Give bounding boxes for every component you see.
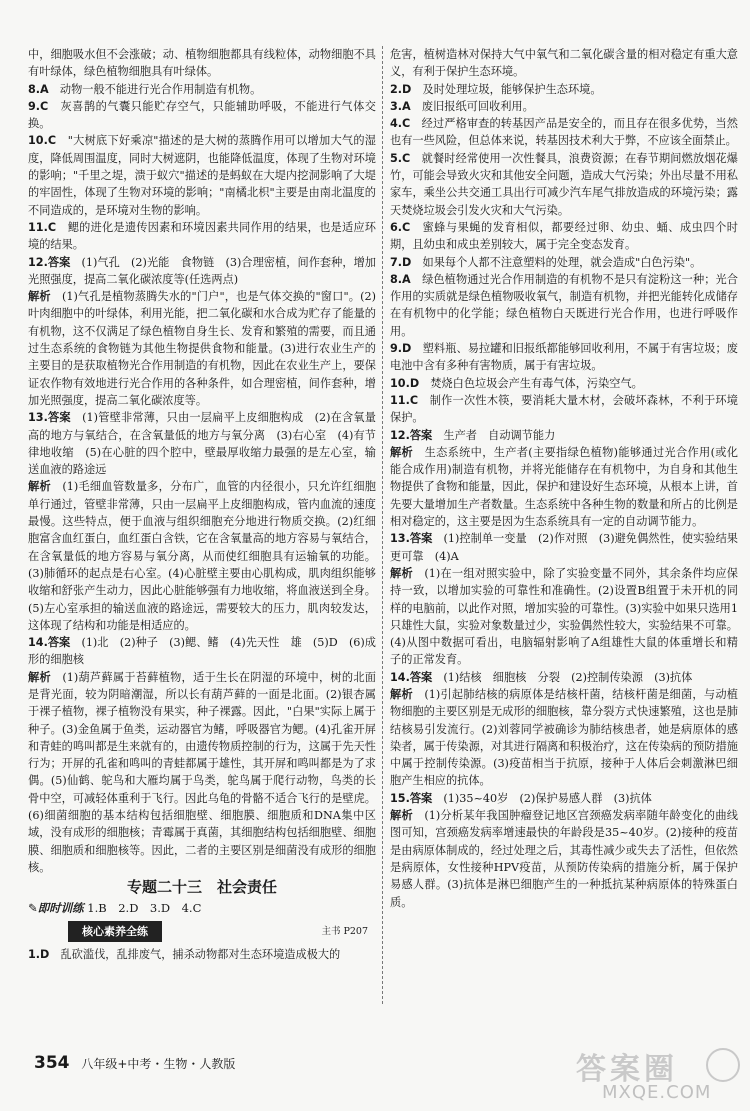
answer-paragraph: 解析 (1)分析某年我国肿瘤登记地区宫颈癌发病率随年龄变化的曲线图可知，宫颈癌发病率增速最快的年龄段是35~40岁。(2)接种的疫苗是由病原体制成的，经过处理之后，其毒性减少或失去了活性，但依然是病原体，女性接种HPV疫苗，从预防传染病的措施分析，属于保护易感人群。(3)抗体是淋巴细胞产生的一种抵抗某种病原体的特殊蛋白质。 <box>390 809 738 909</box>
item-label: 9.C <box>28 99 49 113</box>
item-label: 4.C <box>390 117 411 131</box>
watermark-text: 答案圈 <box>576 1052 678 1087</box>
answer-paragraph: 解析 (1)气孔是植物蒸腾失水的"门户"，也是气体交换的"窗口"。(2)叶肉细胞中的叶绿体，利用光能，把二氧化碳和水合成为贮存了能量的有机物，这不仅满足了绿色植物自身生长、发育和繁殖的需要，而且通过生态系统的食物链为其他生物提供食物和能量。(3)进行农业生产的主要目的是获取植物光合作用制造的有机物，因此在农业生产上，要保证农作物有效地进行光合作用的各种条件，如合理密植，间作套种，增加光照强度，提高二氧化碳浓度等。 <box>28 290 376 407</box>
item-label: 解析 <box>390 445 414 459</box>
item-label: 14.答案 <box>28 636 71 650</box>
answer-paragraph: 13.答案 (1)控制单一变量 (2)作对照 (3)避免偶然性，使实验结果更可靠 (4)A <box>390 532 738 563</box>
answer-paragraph: 7.D 如果每个人都不注意塑料的处理，就会造成"白色污染"。 <box>390 255 702 269</box>
right-column <box>390 46 738 911</box>
item-label: 9.D <box>390 342 412 356</box>
answer-paragraph: 解析 (1)葫芦藓属于苔藓植物，适于生长在阴湿的环境中，树的北面是背光面，较为阴暗潮湿，所以长有葫芦藓的一面是北面。(2)银杏属于裸子植物，裸子植物没有果实，种子裸露。因此，"白果"实际上属于种子。(3)金鱼属于鱼类，运动器官为鳍，呼吸器官为鳃。(4)孔雀开屏和青蛙的鸣叫都是生来就有的，由遗传物质控制的行为，这属于先天性行为；开屏的孔雀和鸣叫的青蛙都属于雄性，其开屏和鸣叫都是为了求偶。(5)仙鹤、鸵鸟和大雁均属于鸟类，鸵鸟属于爬行动物，鸟类的长骨中空，可减轻体重利于飞行。因此乌龟的骨骼不适合飞行的是壁虎。(6)细菌细胞的基本结构包括细胞壁、细胞膜、细胞质和DNA集中区域，没有成形的细胞核；青霉属于真菌，其细胞结构包括细胞壁、细胞膜、细胞质和细胞核等。因此，二者的主要区别是细菌没有成形的细胞核。 <box>28 670 376 874</box>
item-label: 15.答案 <box>390 791 433 805</box>
item-label: 3.A <box>390 99 411 113</box>
item-label: 解析 <box>390 566 413 580</box>
answer-paragraph: 3.A 废旧报纸可回收利用。 <box>390 99 534 113</box>
item-label: 解析 <box>390 809 413 823</box>
answer-paragraph: 4.C 经过严格审查的转基因产品是安全的，而且存在很多优势，当然也有一些风险，但总体来说，转基因技术利大于弊，不应该全面禁止。 <box>390 117 738 148</box>
page-number: 354 <box>34 1053 70 1073</box>
answer-paragraph: 11.C 鳃的进化是遗传因素和环境因素共同作用的结果，也是适应环境的结果。 <box>28 220 376 252</box>
watermark-url: MXQE.COM <box>602 1082 712 1103</box>
answer-paragraph: 解析 生态系统中，生产者(主要指绿色植物)能够通过光合作用(或化能合成作用)制造有机物，并将光能储存在有机物中，为自身和其他生物提供了食物和能量，因此，保护和建设好生态环境，从根本上讲，首先要大量增加生产者数量。生态系统中各种生物的数量和所占的比例是相对稳定的，这主要是因为生态系统具有一定的自动调节能力。 <box>390 445 738 529</box>
answer-paragraph: 14.答案 (1)结核 细胞核 分裂 (2)控制传染源 (3)抗体 <box>390 670 693 684</box>
answer-paragraph: 10.C "大树底下好乘凉"描述的是大树的蒸腾作用可以增加大气的湿度，降低周围温度，同时大树遮阴，也能降低温度，体现了生物对环境的影响；"千里之堤，溃于蚁穴"描述的是蚂蚁在大堤内挖洞影响了大堤的牢固性，体现了生物对环境的影响；"南橘北枳"主要是由南北温度的不同造成的，是环境对生物的影响。 <box>28 134 376 217</box>
section-title: 专题二十三 社会责任 <box>126 878 277 897</box>
core-literacy-band <box>28 921 376 942</box>
item-label: 10.C <box>28 134 57 148</box>
answer-paragraph: 解析 (1)在一组对照实验中，除了实验变量不同外，其余条件均应保持一致，以增加实验的可靠性和准确性。(2)设置B组置于未开机的同样的电脑前，以此作对照，增加实验的可靠性。(3)实验中如果只选用1只雄性大鼠，实验对象数量过少，实验偶然性较大，实验结果不可靠。(4)从图中数据可看出，电脑辐射影响了A组雄性大鼠的体重增长和精子的正常发育。 <box>390 566 738 667</box>
answer-paragraph: 10.D 焚烧白色垃圾会产生有毒气体，污染空气。 <box>390 376 643 390</box>
answer-paragraph: 14.答案 (1)北 (2)种子 (3)鳃、鳍 (4)先天性 雄 (5)D (6)成形的细胞核 <box>28 636 376 667</box>
item-label: 14.答案 <box>390 670 433 684</box>
answer-paragraph: 解析 (1)引起肺结核的病原体是结核杆菌，结核杆菌是细菌，与动植物细胞的主要区别是无成形的细胞核，靠分裂方式快速繁殖，这也是肺结核易引发流行。(2)刘蓉同学被确诊为肺结核患者，她是病原体的感染者，属于传染源，对其进行隔离和积极治疗，这在传染病的预防措施中属于控制传染源。(3)疫苗相当于抗原，接种于人体后会刺激淋巴细胞产生相应的抗体。 <box>390 687 738 788</box>
drill-line <box>28 900 376 917</box>
answer-paragraph: 中，细胞吸水但不会涨破；动、植物细胞都具有线粒体，动物细胞不具有叶绿体，绿色植物细胞具有叶绿体。 <box>28 48 376 79</box>
item-label: 1.D <box>28 948 50 962</box>
item-label: 7.D <box>390 255 412 269</box>
item-label: 11.C <box>390 393 419 407</box>
page-body <box>28 46 738 1046</box>
pencil-icon: ✎ <box>28 900 38 915</box>
item-label: 8.A <box>390 272 411 286</box>
item-label: 解析 <box>28 480 51 494</box>
item-label: 13.答案 <box>390 532 433 546</box>
column-divider <box>382 46 383 1004</box>
answer-paragraph: 13.答案 (1)管壁非常薄，只由一层扁平上皮细胞构成 (2)在含氧量高的地方与氧结合，在含氧量低的地方与氧分离 (3)右心室 (4)有节律地收缩 (5)在心脏的四个腔中，壁最厚收缩力最强的是左心室，输送血液的路途远 <box>28 411 376 477</box>
item-label: 12.答案 <box>390 428 433 442</box>
answer-paragraph: 11.C 制作一次性木筷，要消耗大量木材，会破坏森林，不利于环境保护。 <box>390 393 738 425</box>
answer-paragraph: 6.C 蜜蜂与果蝇的发育相似，都要经过卵、幼虫、蛹、成虫四个时期，且幼虫和成虫差别较大，属于完全变态发育。 <box>390 220 738 252</box>
answer-paragraph: 12.答案 生产者 自动调节能力 <box>390 428 556 442</box>
item-label: 13.答案 <box>28 411 71 425</box>
watermark-circle-icon <box>706 1048 740 1082</box>
band-label: 核心素养全练 <box>68 921 162 942</box>
answer-paragraph: 2.D 及时处理垃圾，能够保护生态环境。 <box>390 82 602 96</box>
answer-paragraph: 9.D 塑料瓶、易拉罐和旧报纸都能够回收利用，不属于有害垃圾；废电池中含有多种有害物质，属于有害垃圾。 <box>390 342 738 373</box>
answer-paragraph: 8.A 动物一般不能进行光合作用制造有机物。 <box>28 82 262 96</box>
item-label: 2.D <box>390 82 412 96</box>
answer-paragraph: 8.A 绿色植物通过光合作用制造的有机物不是只有淀粉这一种；光合作用的实质就是绿色植物吸收氧气，制造有机物，并把光能转化成储存在有机物中的化学能；绿色植物白天既进行光合作用，也进行呼吸作用。 <box>390 272 738 338</box>
item-label: 11.C <box>28 220 57 234</box>
drill-label: 即时训练 <box>37 900 84 915</box>
item-label: 6.C <box>390 220 411 234</box>
page-footer <box>34 1053 235 1073</box>
item-label: 5.C <box>390 151 411 165</box>
watermark-logo <box>572 1044 742 1108</box>
item-label: 8.A <box>28 82 49 96</box>
right-paragraphs <box>390 46 738 911</box>
answer-paragraph: 解析 (1)毛细血管数量多，分布广，血管的内径很小，只允许红细胞单行通过，管壁非常薄，只由一层扁平上皮细胞构成，管内血流的速度最慢。这些特点，便于血液与组织细胞充分地进行物质交换。(2)红细胞富含血红蛋白，血红蛋白含铁，它在含氧量高的地方容易与氧结合，在含氧量低的地方容易与氧分离，从而使红细胞具有运输氧的功能。(3)肺循环的起点是右心室。(4)心脏壁主要由心肌构成，肌肉组织能够收缩和舒张产生动力，因此心脏能够强有力地收缩，将血液送到全身。(5)左心室承担的输送血液的路途远，需要较大的压力，肌肉较发达，这体现了结构和功能是相适应的。 <box>28 480 376 632</box>
item-label: 解析 <box>28 290 51 304</box>
band-ref: 主书 P207 <box>321 925 368 937</box>
item-label: 解析 <box>390 687 413 701</box>
answer-paragraph: 5.C 就餐时经常使用一次性餐具，浪费资源；在春节期间燃放烟花爆竹，可能会导致火灾和其他安全问题，造成大气污染；外出尽量不用私家车，乘坐公共交通工具出行可减少汽车尾气排放造成的环境污染；露天焚烧垃圾会引发火灾和大气污染。 <box>390 151 738 217</box>
drill-answers: 1.B 2.D 3.D 4.C <box>87 900 202 915</box>
answer-paragraph: 9.C 灰喜鹊的气囊只能贮存空气，只能辅助呼吸，不能进行气体交换。 <box>28 99 376 131</box>
answer-paragraph: 危害，植树造林对保持大气中氧气和二氧化碳含量的相对稳定有重大意义，有利于保护生态环境。 <box>390 48 738 79</box>
item-label: 解析 <box>28 670 51 684</box>
book-title: 八年级+中考・生物・人教版 <box>81 1057 236 1071</box>
answer-paragraph: 1.D 乱砍滥伐，乱排废气，捕杀动物都对生态环境造成极大的 <box>28 948 341 962</box>
item-label: 12.答案 <box>28 255 71 269</box>
item-label: 10.D <box>390 376 420 390</box>
left-after-paragraphs <box>28 946 376 963</box>
left-column <box>28 46 376 963</box>
answer-paragraph: 12.答案 (1)气孔 (2)光能 食物链 (3)合理密植，间作套种，增加光照强度，提高二氧化碳浓度等(任选两点) <box>28 255 376 286</box>
left-paragraphs <box>28 46 376 876</box>
answer-paragraph: 15.答案 (1)35~40岁 (2)保护易感人群 (3)抗体 <box>390 791 652 805</box>
